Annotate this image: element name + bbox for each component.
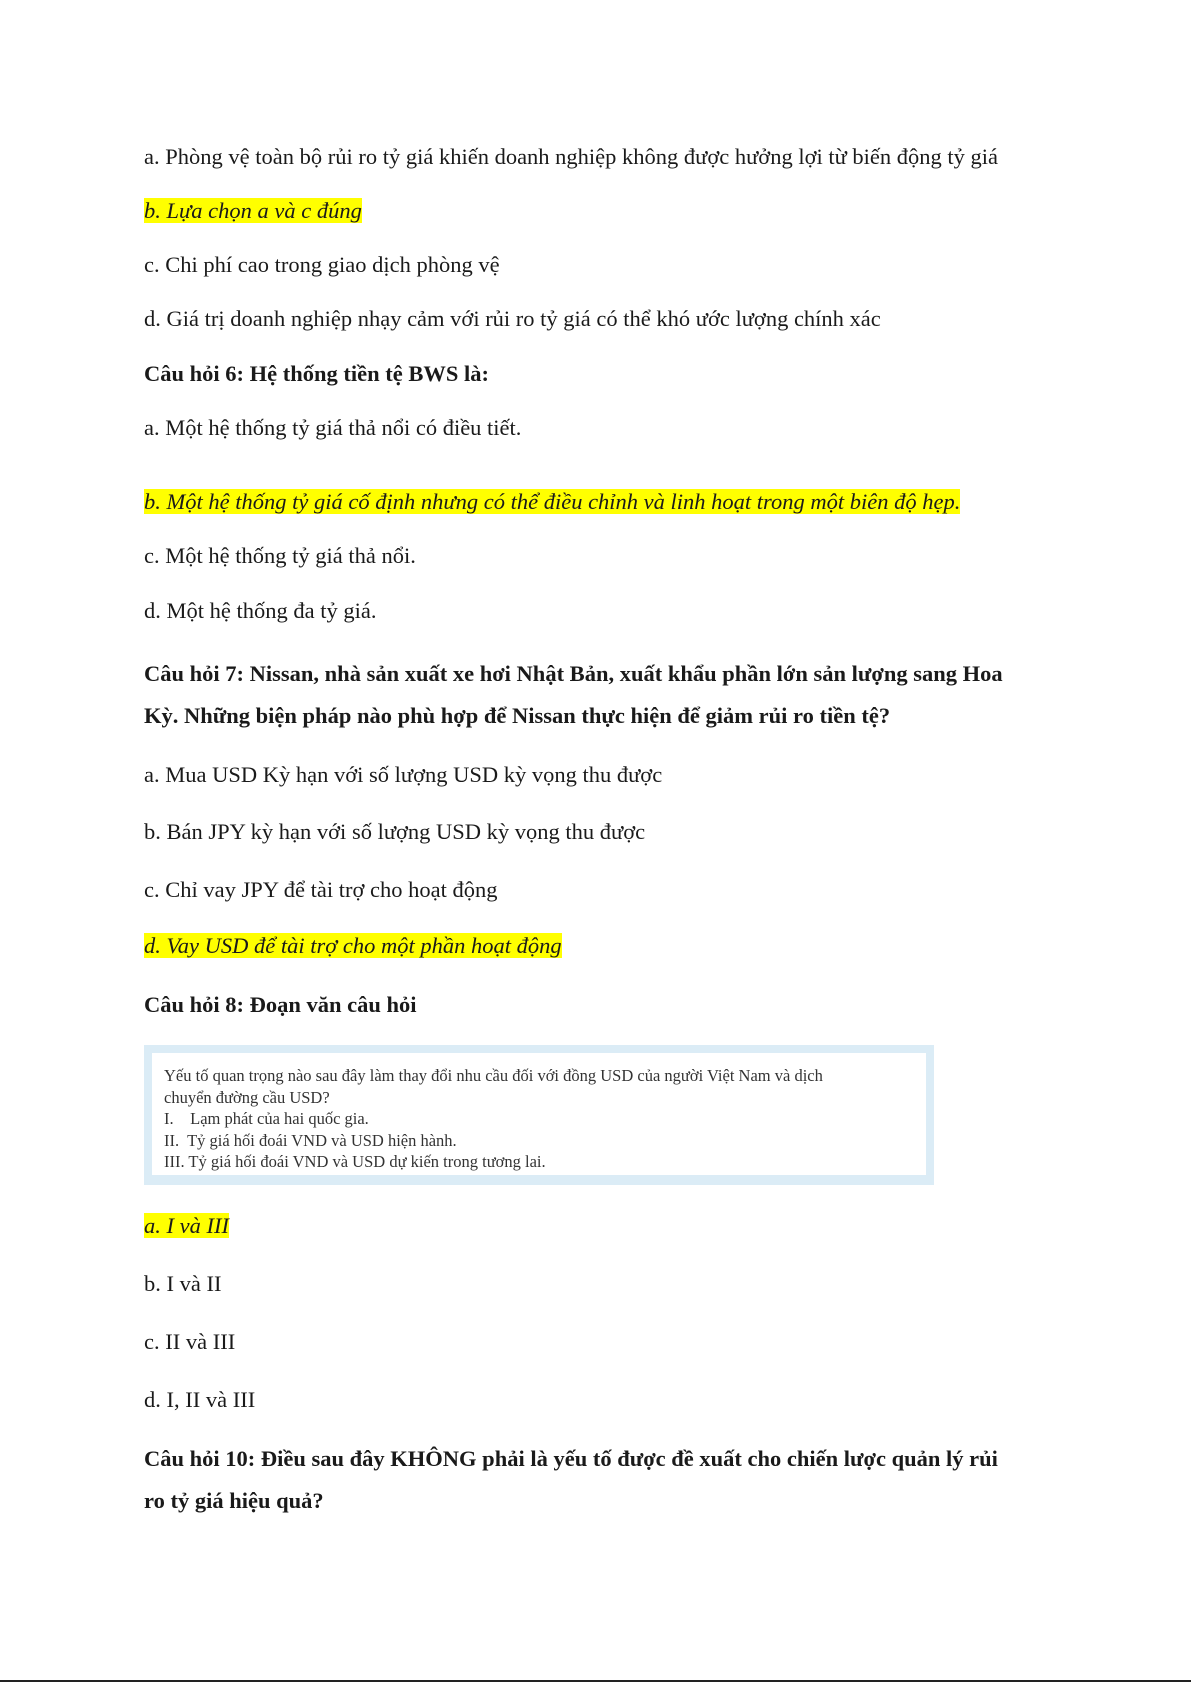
highlighted-answer: b. Một hệ thống tỷ giá cố định nhưng có thể điều chỉnh và linh hoạt trong một biên độ hẹp. (144, 489, 961, 514)
question-7-title-line2: Kỳ. Những biện pháp nào phù hợp để Nissan thực hiện để giảm rủi ro tiền tệ? (144, 703, 891, 728)
q7-option-c: c. Chỉ vay JPY để tài trợ cho hoạt động (144, 877, 498, 902)
q8-option-b: b. I và II (144, 1271, 222, 1296)
question-7-title-line1: Câu hỏi 7: Nissan, nhà sản xuất xe hơi Nhật Bản, xuất khẩu phần lớn sản lượng sang Hoa (144, 661, 1003, 686)
q8-option-d: d. I, II và III (144, 1387, 256, 1412)
question-10-title-line1: Câu hỏi 10: Điều sau đây KHÔNG phải là yếu tố được đề xuất cho chiến lược quản lý rủi (144, 1446, 998, 1471)
q7-option-d-correct (144, 931, 562, 961)
answer-option-d: d. Giá trị doanh nghiệp nhạy cảm với rủi ro tỷ giá có thể khó ước lượng chính xác (144, 306, 881, 331)
figure-line: III. Tỷ giá hối đoái VND và USD dự kiến trong tương lai. (164, 1152, 546, 1171)
answer-option-b-correct (144, 196, 362, 226)
figure-line: II. Tỷ giá hối đoái VND và USD hiện hành. (164, 1130, 457, 1150)
answer-option-c: c. Chi phí cao trong giao dịch phòng vệ (144, 252, 500, 277)
figure-line: Yếu tố quan trọng nào sau đây làm thay đổi nhu cầu đối với đồng USD của người Việt Nam và dịch (164, 1066, 823, 1085)
figure-line: chuyển đường cầu USD? (164, 1087, 330, 1107)
answer-option-a: a. Phòng vệ toàn bộ rủi ro tỷ giá khiến doanh nghiệp không được hưởng lợi từ biến động tỷ giá (144, 144, 999, 169)
highlighted-answer: a. I và III (144, 1213, 229, 1238)
q8-option-c: c. II và III (144, 1329, 236, 1354)
highlighted-answer: d. Vay USD để tài trợ cho một phần hoạt động (144, 933, 562, 958)
question-10-title-line2: ro tỷ giá hiệu quả? (144, 1488, 324, 1513)
q7-option-b: b. Bán JPY kỳ hạn với số lượng USD kỳ vọng thu được (144, 819, 646, 844)
question-8-title: Câu hỏi 8: Đoạn văn câu hỏi (144, 992, 417, 1017)
q6-option-c: c. Một hệ thống tỷ giá thả nổi. (144, 543, 416, 568)
figure-text (152, 1053, 926, 1175)
figure-line: I. Lạm phát của hai quốc gia. (164, 1109, 369, 1128)
q7-option-a: a. Mua USD Kỳ hạn với số lượng USD kỳ vọng thu được (144, 762, 663, 787)
highlighted-answer: b. Lựa chọn a và c đúng (144, 198, 362, 223)
q8-option-a-correct (144, 1211, 229, 1241)
page-bottom-divider (0, 1680, 1191, 1682)
question-8-figure (144, 1045, 934, 1185)
q6-option-d: d. Một hệ thống đa tỷ giá. (144, 598, 377, 623)
q6-option-b-correct (144, 487, 960, 517)
question-6-title: Câu hỏi 6: Hệ thống tiền tệ BWS là: (144, 361, 490, 386)
q6-option-a: a. Một hệ thống tỷ giá thả nổi có điều tiết. (144, 415, 522, 440)
